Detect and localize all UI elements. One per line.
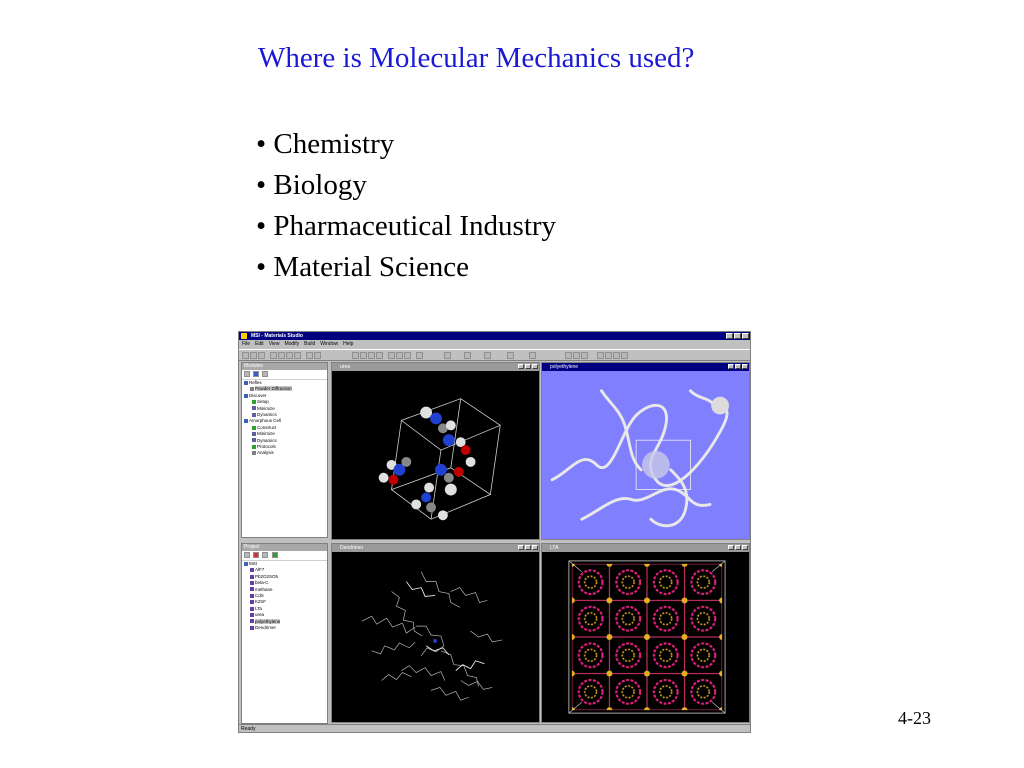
project-new-icon[interactable]: [244, 552, 250, 558]
translate-icon[interactable]: [376, 352, 383, 359]
select-icon[interactable]: [352, 352, 359, 359]
molecule-icon: [250, 626, 254, 630]
menu-file[interactable]: File: [242, 341, 251, 347]
explorer-panel: [241, 362, 328, 538]
status-bar: Ready: [239, 724, 750, 732]
menu-view[interactable]: View: [268, 341, 280, 347]
tools-icon[interactable]: [597, 352, 604, 359]
chart-icon: [250, 387, 254, 391]
center-icon[interactable]: [396, 352, 403, 359]
app-screenshot: [238, 331, 751, 733]
viewer-dendrimer-controls: [518, 545, 538, 550]
toolbar: [239, 349, 750, 361]
label-icon[interactable]: [529, 352, 536, 359]
rotate-icon[interactable]: [360, 352, 367, 359]
tree-item[interactable]: polyethylene: [244, 619, 327, 625]
bullet-list: [256, 126, 556, 290]
project-open-icon[interactable]: [262, 552, 268, 558]
bullet-chemistry: • Chemistry: [256, 128, 395, 160]
urea-molecule-render: [332, 371, 539, 539]
tree-item[interactable]: Analysis: [244, 450, 327, 456]
menubar: [239, 340, 750, 349]
viewer-polyethylene-controls: [728, 364, 748, 369]
molecule-icon: [250, 600, 254, 604]
construct-icon: [252, 426, 256, 430]
pencil-icon[interactable]: [444, 352, 451, 359]
tree-item[interactable]: Amorphous Cell: [244, 418, 327, 424]
viewer-polyethylene-canvas[interactable]: [542, 371, 749, 539]
bullet-pharmaceutical: • Pharmaceutical Industry: [256, 210, 557, 242]
viewer-urea-controls: [518, 364, 538, 369]
minimize-icon[interactable]: [518, 364, 524, 369]
tree-item[interactable]: Reflex: [244, 380, 327, 386]
page-number: 4-23: [898, 708, 931, 728]
minimize-icon[interactable]: [728, 364, 734, 369]
project-toolbar: [242, 551, 327, 561]
viewer-urea-titlebar: urea: [332, 363, 539, 371]
viewer-dendrimer-canvas[interactable]: [332, 552, 539, 722]
molecule-icon: [250, 613, 254, 617]
tree-item[interactable]: Discover: [244, 393, 327, 399]
viewer-dendrimer-titlebar: Dendrimer: [332, 544, 539, 552]
redo-icon[interactable]: [314, 352, 321, 359]
menu-window[interactable]: Window: [320, 341, 339, 347]
menu-edit[interactable]: Edit: [255, 341, 264, 347]
dendrimer-render: [332, 552, 539, 722]
maximize-icon[interactable]: [735, 364, 741, 369]
polyethylene-render: [542, 371, 749, 539]
close-icon[interactable]: [742, 333, 749, 339]
minimize-icon[interactable]: [518, 545, 524, 550]
tree-item[interactable]: Minimize: [244, 406, 327, 412]
molecule-icon: [250, 619, 254, 623]
color-icon[interactable]: [464, 352, 471, 359]
maximize-icon[interactable]: [734, 333, 741, 339]
tree-item[interactable]: Dendrimer: [244, 625, 327, 631]
print-icon[interactable]: [270, 352, 277, 359]
setup-icon: [252, 400, 256, 404]
minimize-tool-icon: [252, 432, 256, 436]
project-save-icon[interactable]: [272, 552, 278, 558]
project-tree: [242, 561, 327, 631]
module-tree: [242, 380, 327, 457]
explorer-header: Modules: [242, 363, 327, 370]
save-icon[interactable]: [258, 352, 265, 359]
menu-build[interactable]: Build: [304, 341, 316, 347]
help-icon[interactable]: [621, 352, 628, 359]
molecule-icon: [250, 587, 254, 591]
tree-item[interactable]: Minimize: [244, 431, 327, 437]
bullet-material-science: • Material Science: [256, 251, 470, 283]
tree-item[interactable]: MSI: [244, 561, 327, 567]
stats-icon[interactable]: [581, 352, 588, 359]
tree-item[interactable]: Protocols: [244, 444, 327, 450]
explorer-up-icon[interactable]: [244, 371, 250, 377]
viewer-dendrimer: [331, 543, 540, 723]
app-title: MSI - Materials Studio: [251, 333, 303, 339]
project-delete-icon[interactable]: [253, 552, 259, 558]
close-icon[interactable]: [742, 364, 748, 369]
folder-icon: [244, 419, 248, 423]
copy-icon[interactable]: [286, 352, 293, 359]
reset-icon[interactable]: [404, 352, 411, 359]
tree-item[interactable]: Setup: [244, 399, 327, 405]
lta-zeolite-render: [542, 552, 749, 722]
tree-item[interactable]: LTa: [244, 606, 327, 612]
options-icon[interactable]: [613, 352, 620, 359]
cut-icon[interactable]: [278, 352, 285, 359]
molecule-icon: [250, 581, 254, 585]
explorer-info-icon[interactable]: [253, 371, 259, 377]
grid-icon[interactable]: [565, 352, 572, 359]
layout-icon[interactable]: [573, 352, 580, 359]
close-icon[interactable]: [532, 364, 538, 369]
maximize-icon[interactable]: [525, 545, 531, 550]
minimize-icon[interactable]: [728, 545, 734, 550]
viewer-urea-canvas[interactable]: [332, 371, 539, 539]
dynamics-icon: [252, 438, 256, 442]
bullet-biology: • Biology: [256, 169, 367, 201]
maximize-icon[interactable]: [525, 364, 531, 369]
app-titlebar: [239, 332, 750, 340]
zoom-icon[interactable]: [368, 352, 375, 359]
viewer-lta-controls: [728, 545, 748, 550]
viewer-polyethylene-titlebar: polyethylene: [542, 363, 749, 371]
viewer-lta-titlebar: LTA: [542, 544, 749, 552]
protocols-icon: [252, 445, 256, 449]
tree-item[interactable]: Dynamics: [244, 438, 327, 444]
viewer-urea: [331, 362, 540, 540]
display-style-icon[interactable]: [416, 352, 423, 359]
molecule-icon: [250, 607, 254, 611]
explorer-save-icon[interactable]: [262, 371, 268, 377]
close-icon[interactable]: [532, 545, 538, 550]
app-logo-icon: [241, 333, 247, 339]
wand-icon[interactable]: [605, 352, 612, 359]
tree-item[interactable]: KZnF: [244, 599, 327, 605]
molecule-icon: [250, 575, 254, 579]
paste-icon[interactable]: [294, 352, 301, 359]
molecule-icon: [250, 594, 254, 598]
slide-title: Where is Molecular Mechanics used?: [258, 42, 695, 74]
tree-item[interactable]: AlF7: [244, 567, 327, 573]
menu-modify[interactable]: Modify: [284, 341, 300, 347]
open-icon[interactable]: [250, 352, 257, 359]
window-controls: [726, 333, 749, 339]
explorer-toolbar: [242, 370, 327, 380]
molecule-icon: [250, 568, 254, 572]
new-icon[interactable]: [242, 352, 249, 359]
tree-item[interactable]: CdS: [244, 593, 327, 599]
tree-item[interactable]: urea: [244, 612, 327, 618]
tree-item[interactable]: Construct: [244, 425, 327, 431]
tree-item[interactable]: Pb2O2SO5: [244, 574, 327, 580]
viewer-polyethylene: [541, 362, 750, 540]
minimize-tool-icon: [252, 406, 256, 410]
viewer-lta: [541, 543, 750, 723]
dynamics-icon: [252, 413, 256, 417]
project-header: Project: [242, 544, 327, 551]
undo-icon[interactable]: [306, 352, 313, 359]
tree-item[interactable]: Powder Diffraction: [244, 386, 327, 392]
minimize-icon[interactable]: [726, 333, 733, 339]
close-icon[interactable]: [742, 545, 748, 550]
tree-item[interactable]: methane: [244, 587, 327, 593]
folder-icon: [244, 394, 248, 398]
measure-icon[interactable]: [507, 352, 514, 359]
tree-item[interactable]: Dynamics: [244, 412, 327, 418]
tree-item[interactable]: beta-C: [244, 580, 327, 586]
menu-help[interactable]: Help: [343, 341, 354, 347]
fit-icon[interactable]: [388, 352, 395, 359]
maximize-icon[interactable]: [735, 545, 741, 550]
analysis-icon: [252, 451, 256, 455]
viewer-lta-canvas[interactable]: [542, 552, 749, 722]
project-icon: [244, 562, 248, 566]
atom-icon[interactable]: [484, 352, 491, 359]
project-panel: [241, 543, 328, 724]
folder-icon: [244, 381, 248, 385]
